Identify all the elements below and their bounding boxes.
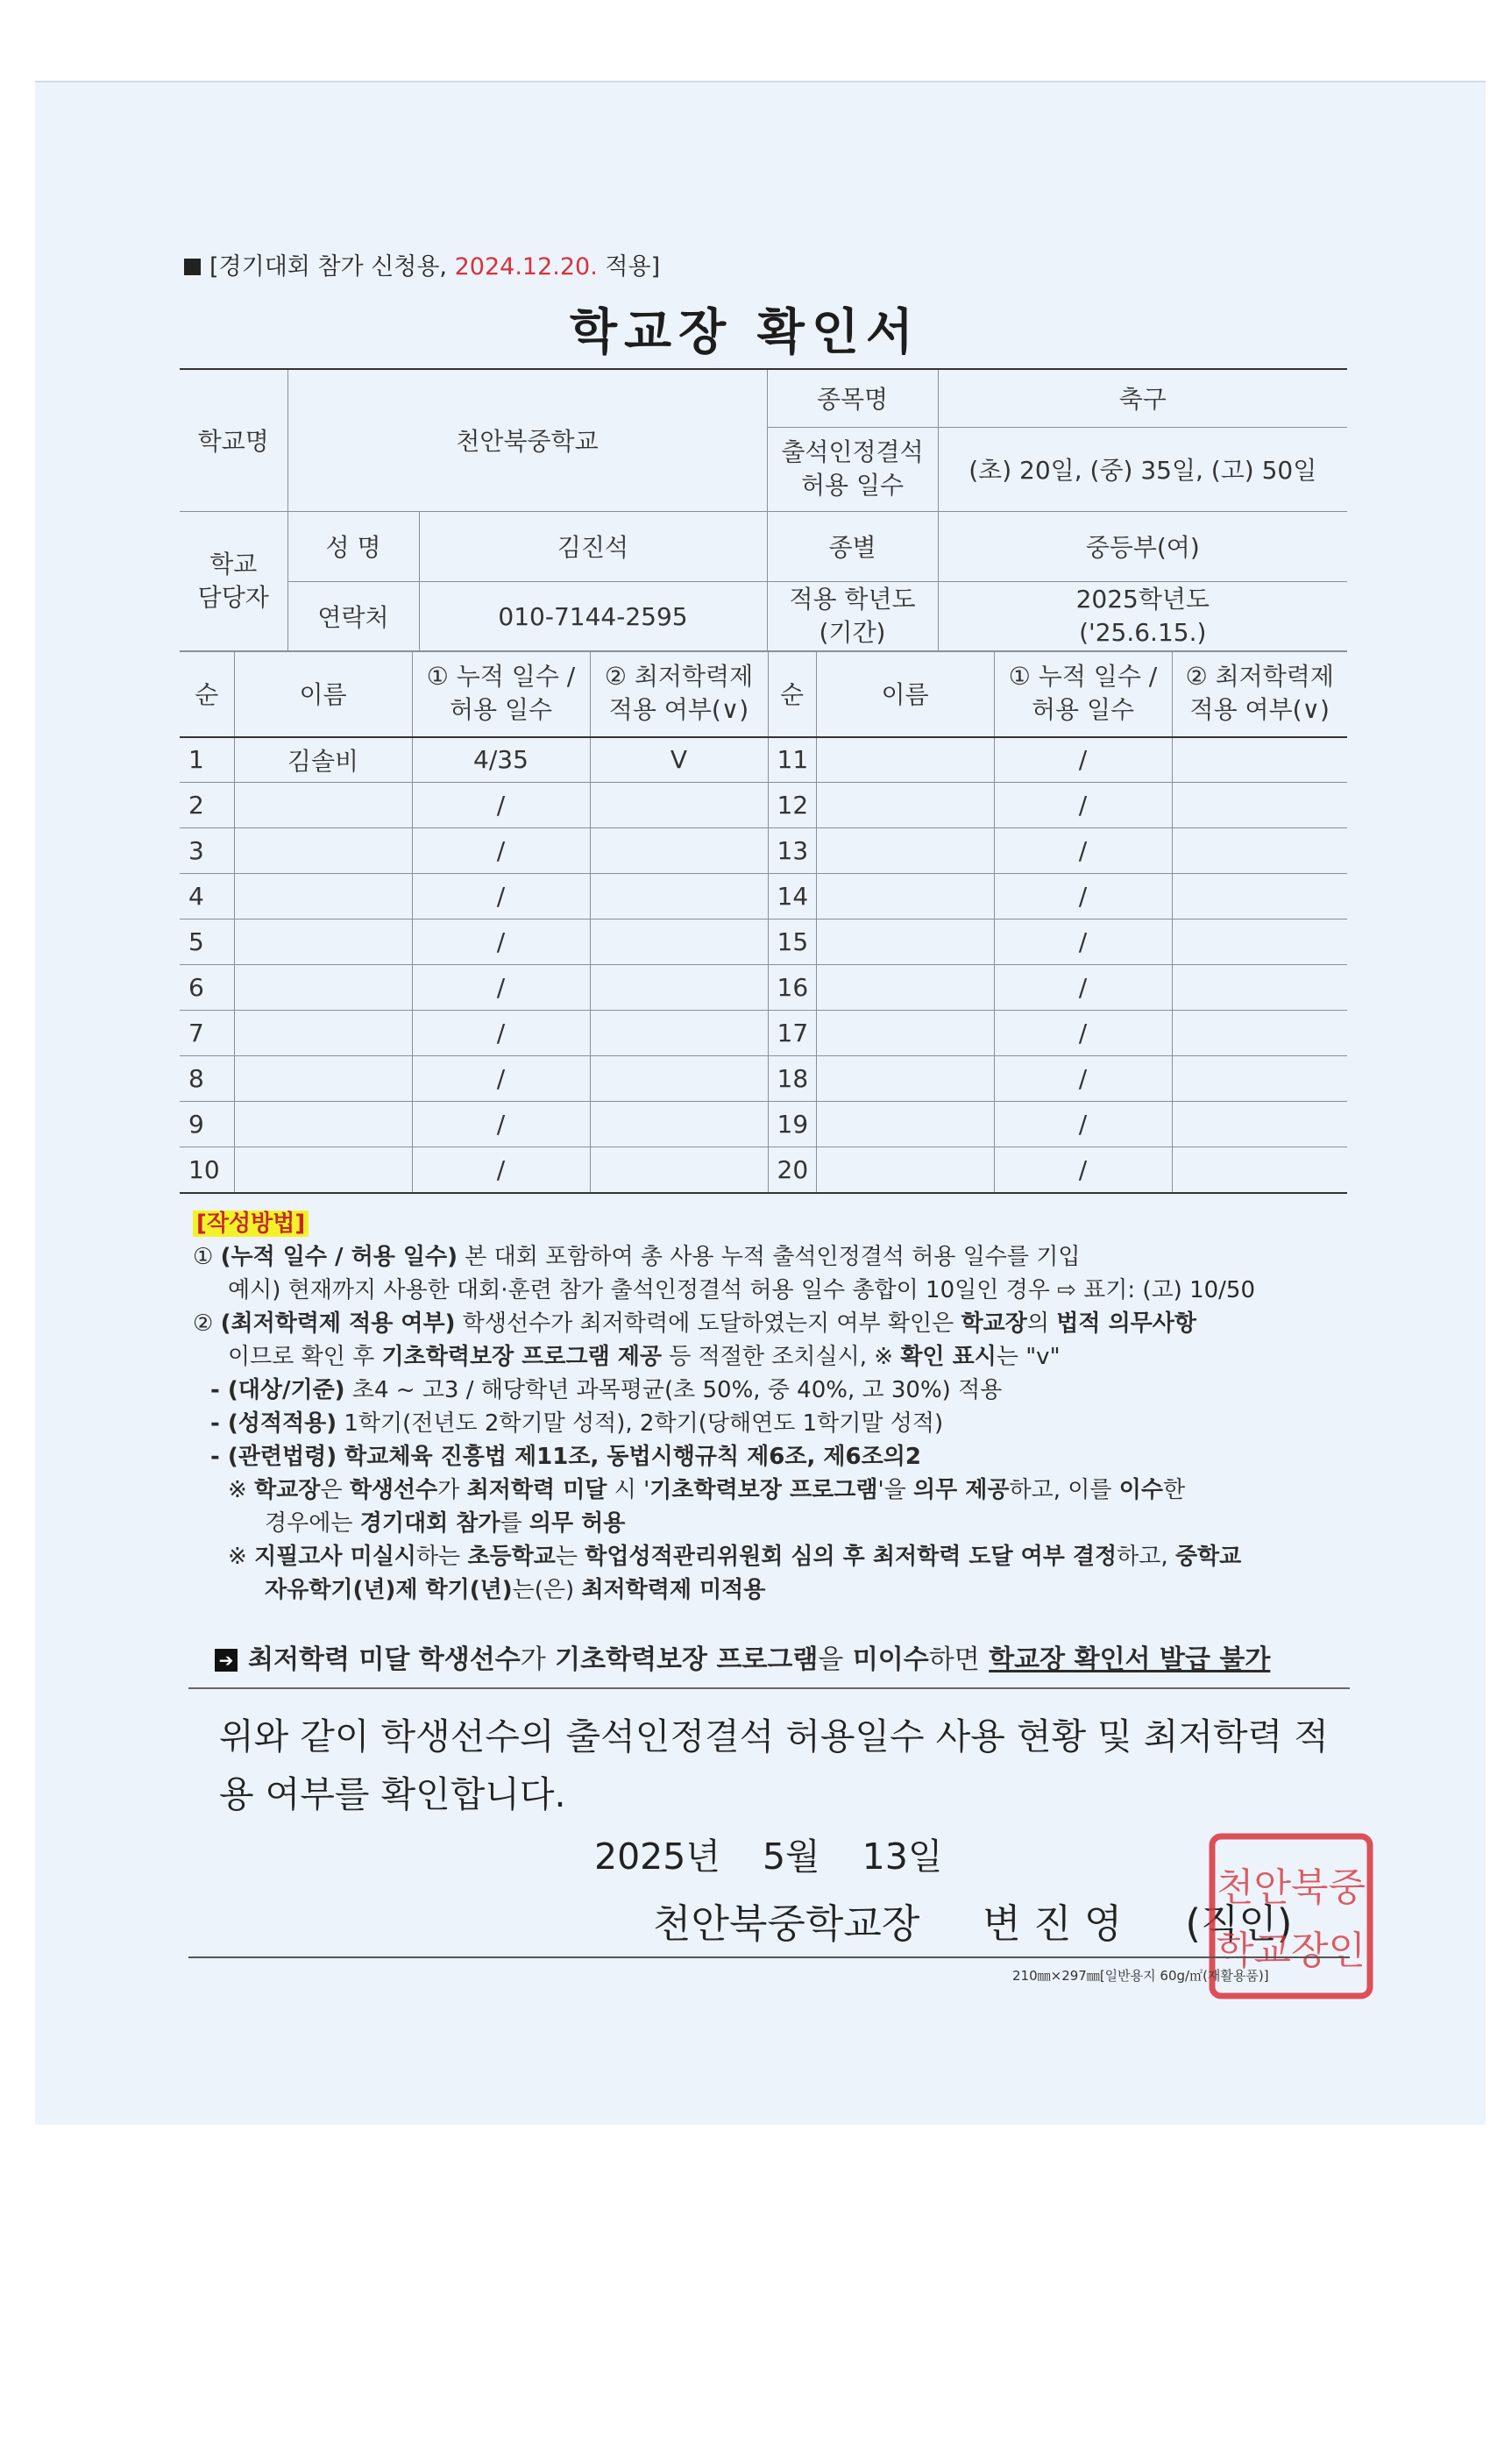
allowed-days-label: 출석인정결석 허용 일수 bbox=[767, 427, 938, 511]
roster-row bbox=[180, 1147, 1347, 1193]
row-number: 15 bbox=[768, 920, 816, 965]
square-bullet-icon bbox=[184, 259, 201, 275]
instruction-line: 자유학기(년)제 학기(년)는(은) 최저학력제 미적용 bbox=[265, 1577, 766, 1603]
instruction-line: - (관련법령) 학교체육 진흥법 제11조, 동법시행규칙 제6조, 제6조의2 bbox=[210, 1444, 921, 1470]
cumulative-days: / bbox=[994, 828, 1172, 874]
min-ability-check bbox=[1172, 1102, 1347, 1147]
paper-spec: 210㎜×297㎜[일반용지 60g/㎡(재활용품)] bbox=[1012, 1968, 1269, 1984]
row-number: 13 bbox=[768, 828, 816, 874]
issuance-notice: ➔ 최저학력 미달 학생선수가 기초학력보장 프로그램을 미이수하면 학교장 확인서 발급 불가 bbox=[215, 1637, 1270, 1676]
category-label: 종별 bbox=[767, 511, 938, 581]
row-number: 3 bbox=[180, 828, 234, 874]
cumulative-days: / bbox=[994, 737, 1172, 783]
min-ability-check bbox=[590, 1147, 768, 1193]
instruction-line: 경우에는 경기대회 참가를 의무 허용 bbox=[265, 1510, 626, 1537]
row-number: 10 bbox=[180, 1147, 234, 1193]
min-ability-check bbox=[1172, 1056, 1347, 1102]
allowed-days-value: (초) 20일, (중) 35일, (고) 50일 bbox=[938, 427, 1347, 511]
cumulative-days: / bbox=[994, 1102, 1172, 1147]
cumulative-days: 4/35 bbox=[412, 737, 590, 783]
header-min-ability: ② 최저학력제 적용 여부(∨) bbox=[1172, 651, 1347, 737]
contact-label: 연락처 bbox=[287, 581, 419, 651]
student-name bbox=[816, 920, 994, 965]
student-name bbox=[816, 965, 994, 1011]
sport-value: 축구 bbox=[938, 369, 1347, 427]
instruction-line: ① (누적 일수 / 허용 일수) 본 대회 포함하여 총 사용 누적 출석인정결석 허용 일수를 기입 bbox=[193, 1244, 1081, 1270]
cumulative-days: / bbox=[412, 783, 590, 828]
cumulative-days: / bbox=[994, 965, 1172, 1011]
student-name bbox=[816, 828, 994, 874]
student-name bbox=[234, 783, 412, 828]
roster-row bbox=[180, 920, 1347, 965]
row-number: 18 bbox=[768, 1056, 816, 1102]
school-info-table bbox=[180, 368, 1347, 652]
cumulative-days: / bbox=[994, 920, 1172, 965]
roster-row bbox=[180, 783, 1347, 828]
row-number: 12 bbox=[768, 783, 816, 828]
roster-row bbox=[180, 1102, 1347, 1147]
row-number: 20 bbox=[768, 1147, 816, 1193]
cumulative-days: / bbox=[412, 965, 590, 1011]
row-number: 4 bbox=[180, 874, 234, 920]
header-note: [경기대회 참가 신청용, 2024.12.20. 적용] bbox=[184, 247, 660, 281]
cumulative-days: / bbox=[412, 1011, 590, 1056]
student-name bbox=[816, 1147, 994, 1193]
header-no: 순 bbox=[768, 651, 816, 737]
instruction-line: ② (최저학력제 적용 여부) 학생선수가 최저학력에 도달하였는지 여부 확인은 학교장의 법적 의무사항 bbox=[193, 1310, 1197, 1337]
student-name bbox=[234, 874, 412, 920]
row-number: 11 bbox=[768, 737, 816, 783]
student-name bbox=[234, 965, 412, 1011]
student-name bbox=[816, 1011, 994, 1056]
instructions-heading: [작성방법] bbox=[193, 1211, 309, 1237]
min-ability-check bbox=[590, 965, 768, 1011]
row-number: 2 bbox=[180, 783, 234, 828]
min-ability-check bbox=[590, 1102, 768, 1147]
school-name: 천안북중학교 bbox=[287, 369, 767, 511]
roster-row bbox=[180, 1056, 1347, 1102]
cumulative-days: / bbox=[994, 1011, 1172, 1056]
roster-row bbox=[180, 1011, 1347, 1056]
svg-text:천안북중: 천안북중 bbox=[1216, 1865, 1366, 1910]
header-name: 이름 bbox=[234, 651, 412, 737]
min-ability-check bbox=[590, 1056, 768, 1102]
student-name bbox=[234, 920, 412, 965]
document-title: 학교장 확인서 bbox=[569, 304, 921, 361]
student-name: 김솔비 bbox=[234, 737, 412, 783]
roster-row bbox=[180, 874, 1347, 920]
year-value: 2025학년도 ('25.6.15.) bbox=[938, 581, 1347, 651]
min-ability-check bbox=[590, 783, 768, 828]
min-ability-check bbox=[1172, 1011, 1347, 1056]
instruction-line: 예시) 현재까지 사용한 대회·훈련 참가 출석인정결석 허용 일수 총합이 10일인 경우 ⇨ 표기: (고) 10/50 bbox=[228, 1277, 1256, 1303]
manager-label: 학교 담당자 bbox=[180, 511, 287, 651]
cumulative-days: / bbox=[412, 874, 590, 920]
student-name bbox=[816, 737, 994, 783]
min-ability-check bbox=[1172, 737, 1347, 783]
row-number: 6 bbox=[180, 965, 234, 1011]
sport-label: 종목명 bbox=[767, 369, 938, 427]
cumulative-days: / bbox=[412, 920, 590, 965]
student-name bbox=[234, 1056, 412, 1102]
principal-signature: 천안북중학교장 변 진 영 (직인) bbox=[653, 1900, 1293, 1947]
row-number: 19 bbox=[768, 1102, 816, 1147]
row-number: 17 bbox=[768, 1011, 816, 1056]
row-number: 9 bbox=[180, 1102, 234, 1147]
year-label: 적용 학년도 (기간) bbox=[767, 581, 938, 651]
min-ability-check: V bbox=[590, 737, 768, 783]
student-name bbox=[234, 828, 412, 874]
issuance-denied-text: 학교장 확인서 발급 불가 bbox=[989, 1644, 1271, 1675]
student-name bbox=[816, 1056, 994, 1102]
cumulative-days: / bbox=[412, 1056, 590, 1102]
min-ability-check bbox=[590, 1011, 768, 1056]
cumulative-days: / bbox=[994, 874, 1172, 920]
min-ability-check bbox=[1172, 828, 1347, 874]
roster-row bbox=[180, 737, 1347, 783]
header-days: ① 누적 일수 / 허용 일수 bbox=[412, 651, 590, 737]
header-days: ① 누적 일수 / 허용 일수 bbox=[994, 651, 1172, 737]
instruction-line: - (대상/기준) 초4 ~ 고3 / 해당학년 과목평균(초 50%, 중 40%, 고 30%) 적용 bbox=[210, 1377, 1003, 1403]
student-name bbox=[816, 783, 994, 828]
issue-date: 2025년 5월 13일 bbox=[594, 1836, 943, 1878]
name-label: 성 명 bbox=[287, 511, 419, 581]
arrow-right-icon: ➔ bbox=[215, 1649, 238, 1672]
row-number: 7 bbox=[180, 1011, 234, 1056]
confirmation-statement: 위와 같이 학생선수의 출석인정결석 허용일수 사용 현황 및 최저학력 적용 여부를 확인합니다. bbox=[219, 1715, 1329, 1815]
min-ability-check bbox=[1172, 874, 1347, 920]
min-ability-check bbox=[1172, 920, 1347, 965]
divider bbox=[188, 1956, 1350, 1958]
header-date: 2024.12.20. bbox=[454, 253, 598, 280]
school-label: 학교명 bbox=[180, 369, 287, 511]
divider bbox=[188, 1687, 1350, 1689]
row-number: 14 bbox=[768, 874, 816, 920]
header-min-ability: ② 최저학력제 적용 여부(∨) bbox=[590, 651, 768, 737]
cumulative-days: / bbox=[412, 828, 590, 874]
student-name bbox=[234, 1147, 412, 1193]
instruction-line: ※ 지필고사 미실시하는 초등학교는 학업성적관리위원회 심의 후 최저학력 도달 여부 결정하고, 중학교 bbox=[228, 1544, 1242, 1570]
instruction-line: ※ 학교장은 학생선수가 최저학력 미달 시 '기초학력보장 프로그램'을 의무 제공하고, 이를 이수한 bbox=[228, 1477, 1186, 1503]
roster-table bbox=[180, 650, 1347, 1194]
category-value: 중등부(여) bbox=[938, 511, 1347, 581]
roster-row bbox=[180, 965, 1347, 1011]
header-no: 순 bbox=[180, 651, 234, 737]
instruction-line: 이므로 확인 후 기초학력보장 프로그램 제공 등 적절한 조치실시, ※ 확인 표시는 "v" bbox=[228, 1344, 1061, 1370]
row-number: 1 bbox=[180, 737, 234, 783]
row-number: 8 bbox=[180, 1056, 234, 1102]
cumulative-days: / bbox=[994, 1056, 1172, 1102]
cumulative-days: / bbox=[412, 1102, 590, 1147]
min-ability-check bbox=[590, 874, 768, 920]
min-ability-check bbox=[1172, 965, 1347, 1011]
min-ability-check bbox=[1172, 1147, 1347, 1193]
manager-name: 김진석 bbox=[419, 511, 767, 581]
writing-instructions bbox=[193, 1207, 1359, 1607]
cumulative-days: / bbox=[412, 1147, 590, 1193]
contact-value: 010-7144-2595 bbox=[419, 581, 767, 651]
student-name bbox=[816, 874, 994, 920]
svg-text:학교장인: 학교장인 bbox=[1216, 1928, 1366, 1973]
roster-header-row bbox=[180, 651, 1347, 737]
roster-row bbox=[180, 828, 1347, 874]
row-number: 16 bbox=[768, 965, 816, 1011]
student-name bbox=[234, 1102, 412, 1147]
row-number: 5 bbox=[180, 920, 234, 965]
cumulative-days: / bbox=[994, 1147, 1172, 1193]
cumulative-days: / bbox=[994, 783, 1172, 828]
min-ability-check bbox=[1172, 783, 1347, 828]
min-ability-check bbox=[590, 828, 768, 874]
student-name bbox=[234, 1011, 412, 1056]
header-name: 이름 bbox=[816, 651, 994, 737]
instruction-line: - (성적적용) 1학기(전년도 2학기말 성적), 2학기(당해연도 1학기말 성적) bbox=[210, 1410, 944, 1437]
student-name bbox=[816, 1102, 994, 1147]
min-ability-check bbox=[590, 920, 768, 965]
